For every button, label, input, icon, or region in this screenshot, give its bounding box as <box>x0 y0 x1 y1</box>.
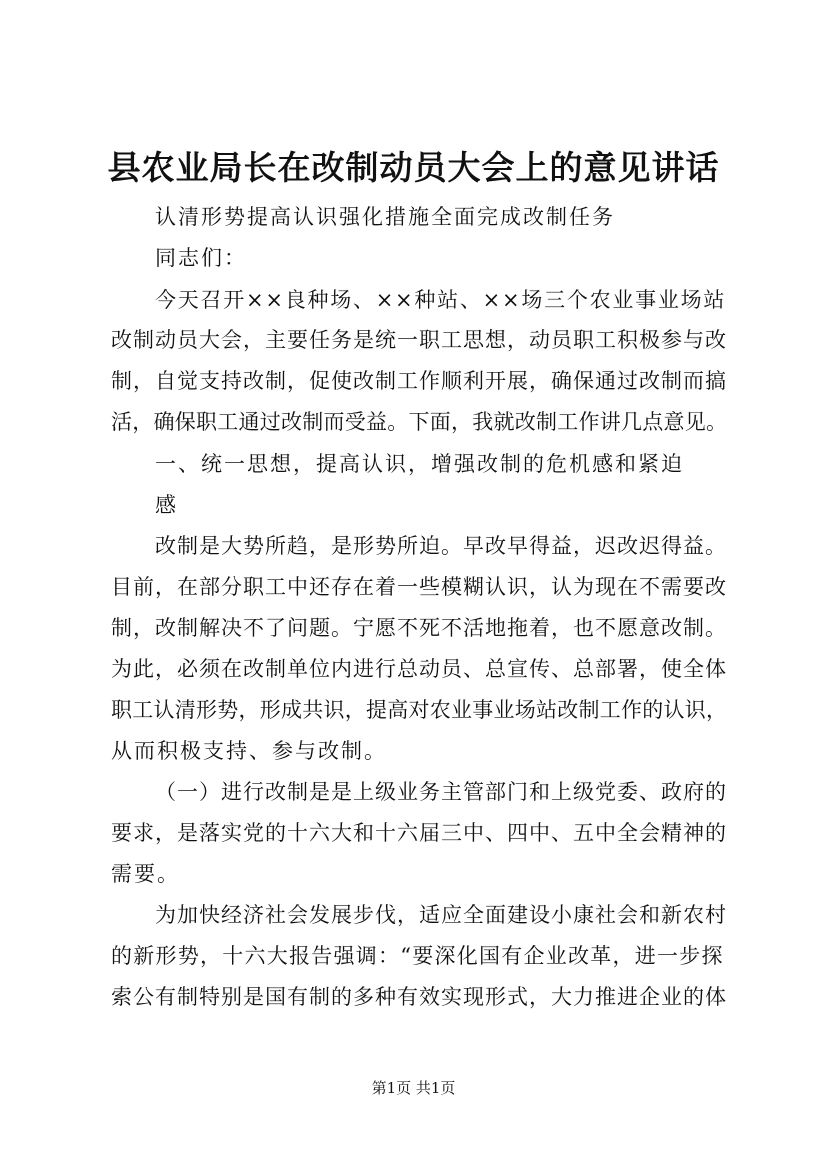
subheading-line: 要求，是落实党的十六大和十六届三中、四中、五中全会精神的 <box>111 821 727 845</box>
paragraph-line: 从而积极支持、参与改制。 <box>111 739 387 763</box>
paragraph-line: 改制动员大会，主要任务是统一职工思想，动员职工积极参与改 <box>111 328 727 352</box>
paragraph-line: 职工认清形势，形成共识，提高对农业事业场站改制工作的认识， <box>111 698 728 722</box>
paragraph-line: 目前，在部分职工中还存在着一些模糊认识，认为现在不需要改 <box>111 575 727 599</box>
paragraph-line: 为此，必须在改制单位内进行总动员、总宣传、总部署，使全体 <box>111 657 727 681</box>
page-footer: 第1页 共1页 <box>371 1079 456 1097</box>
document-subtitle: 认清形势提高认识强化措施全面完成改制任务 <box>155 205 615 229</box>
paragraph-line: 为加快经济社会发展步伐，适应全面建设小康社会和新农村 <box>155 903 727 927</box>
section-heading-line: 一、统一思想，提高认识，增强改制的危机感和紧迫 <box>155 452 684 476</box>
subheading-line: （一）进行改制是是上级业务主管部门和上级党委、政府的 <box>155 780 727 804</box>
paragraph-line: 活，确保职工通过改制而受益。下面，我就改制工作讲几点意见。 <box>111 410 728 434</box>
document-title: 县农业局长在改制动员大会上的意见讲话 <box>107 148 720 187</box>
paragraph-line: 制，自觉支持改制，促使改制工作顺利开展，确保通过改制而搞 <box>111 369 727 393</box>
paragraph-line: 改制是大势所趋，是形势所迫。早改早得益，迟改迟得益。 <box>155 534 727 558</box>
section-heading-line: 感 <box>155 493 178 517</box>
paragraph-line: 制，改制解决不了问题。宁愿不死不活地拖着，也不愿意改制。 <box>111 616 727 640</box>
paragraph-line: 的新形势，十六大报告强调：“要深化国有企业改革，进一步探 <box>111 944 724 968</box>
subheading-line: 需要。 <box>111 862 180 886</box>
salutation: 同志们： <box>155 246 247 270</box>
paragraph-line: 索公有制特别是国有制的多种有效实现形式，大力推进企业的体 <box>111 985 727 1009</box>
paragraph-line: 今天召开××良种场、××种站、××场三个农业事业场站 <box>155 288 727 312</box>
